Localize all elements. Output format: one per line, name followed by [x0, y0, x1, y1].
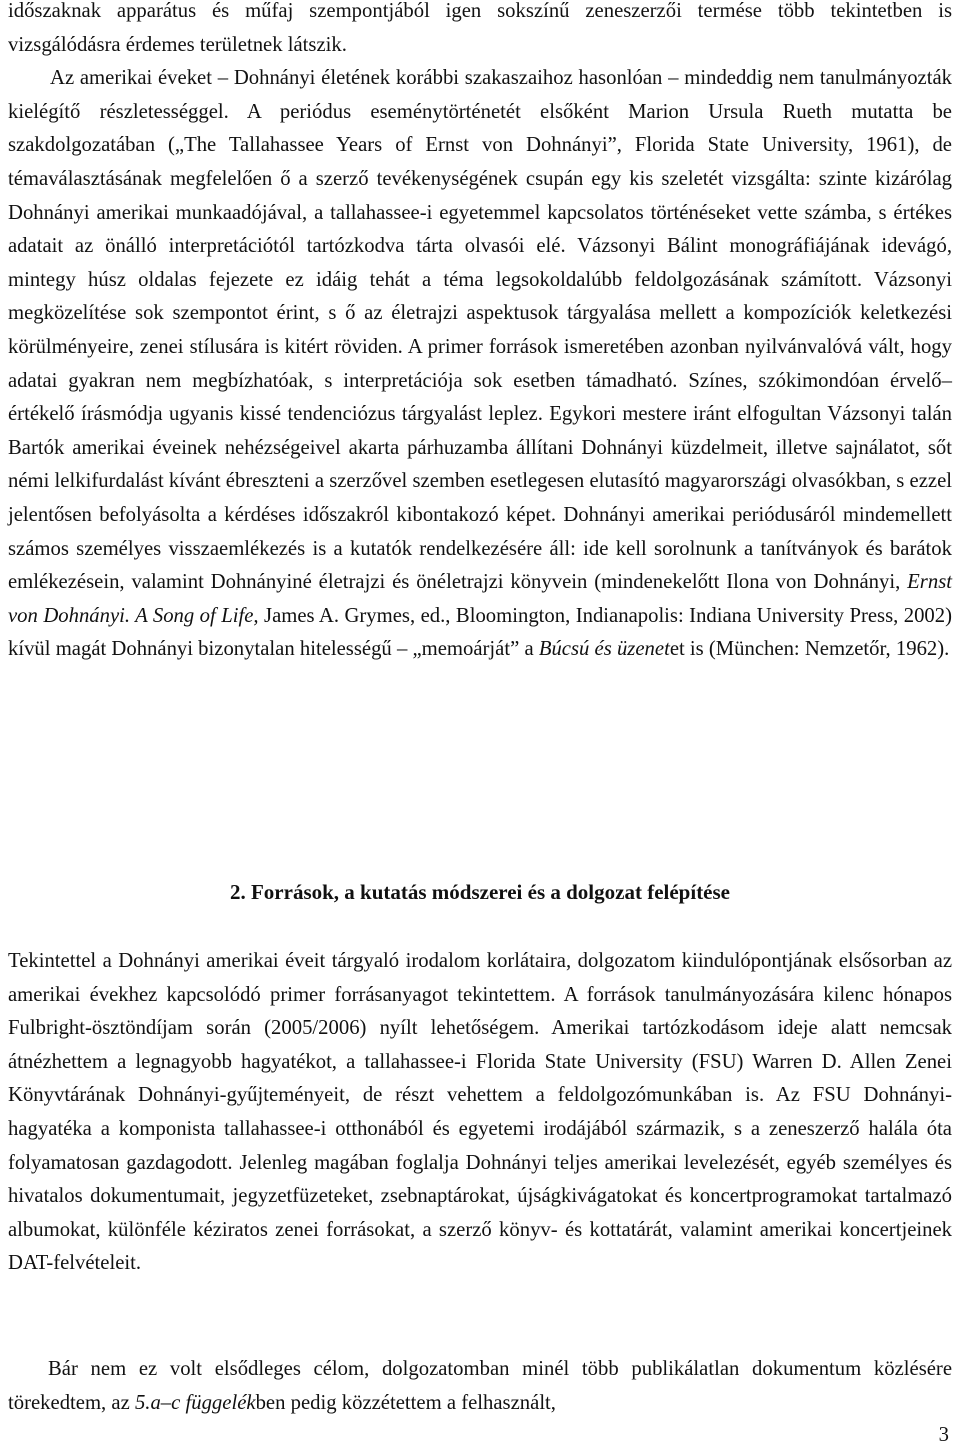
paragraph-text: James A. Grymes, ed., Bloomington, Indianapolis: Indiana University Press, 2002) kívül magát Dohnányi bizonytalan hitelességű – „memoárját” a: [8, 604, 953, 661]
appendix-reference: 5.a–c függelék: [134, 1391, 256, 1414]
paragraph-text: ben pedig közzétettem a felhasznált,: [255, 1391, 556, 1414]
memoir-title: Búcsú és üzenet: [538, 638, 670, 661]
paragraph-amerikai-evek: [8, 0, 952, 667]
paragraph-text: Az amerikai éveket – Dohnányi életének korábbi szakaszaihoz hasonlóan – mindeddig nem tanulmányozták kielégítő részletességgel. A periódus eseménytörténetét elsőként Marion Ursula Rueth mutatta be szakdolgozatában („The Tallahassee Years of Ernst von Dohnányi”, Florida State University, 1961), de témaválasztásának megfelelően ő a szerző tevékenységének csupán egy kis szeletét vizsgálta: szinte kizárólag Dohnányi amerikai munkaadójával, a tallahassee-i egyetemmel kapcsolatos történéseket vette számba, s értékes adatait az önálló interpretációtól tartózkodva tárta olvasói elé. Vázsonyi Bálint monográfiájának idevágó, mintegy húsz oldalas fejezete ez idáig tehát a téma legsokoldalúbb feldolgozásának számított. Vázsonyi megközelítése sok szempontot érint, s ő az életrajzi aspektusok tárgyalása mellett a kompozíciók keletkezési körülményeire, zenei stílusára is kitért röviden. A primer források ismeretében azonban nyilvánvalóvá vált, hogy adatai gyakran nem megbízhatóak, s interpretációja sok esetben támadható. Színes, szókimondóan érvelő–értékelő írásmódja ugyanis kissé tendenciózus tárgyalást leplez. Egykori mestere iránt elfogultan Vázsonyi talán Bartók amerikai éveinek nehézségeivel akarta párhuzamba állítani Dohnányi küzdelmeit, illetve sajnálatot, sőt némi lelkifurdalást kívánt ébreszteni a szerzővel szemben esetlegesen elutasító magyarországi olvasókban, s ezzel jelentősen befolyásolta a kérdéses időszakról kibontakozó képet. Dohnányi amerikai periódusáról mindemellett számos személyes visszaemlékezés is a kutatók rendelkezésére áll: ide kell sorolnunk a tanítványok és barátok emlékezésein, valamint Dohnányiné életrajzi és önéletrajzi könyvein (mindenekelőtt Ilona von Dohnányi,: [8, 67, 952, 594]
paragraph-forrasok: Tekintettel a Dohnányi amerikai éveit tárgyaló irodalom korlátaira, dolgozatom kiindulópontjának elsősorban az amerikai évekhez kapcsolódó primer forrásanyagot tekintettem. A források tanulmányozására kilenc hónapos Fulbright-ösztöndíjam során (2005/2006) nyílt lehetőségem. Amerikai tartózkodásom ideje alatt nemcsak átnézhettem a legnagyobb hagyatékot, a tallahassee-i Florida State University (FSU) Warren D. Allen Zenei Könyvtárának Dohnányi-gyűjteményeit, de részt vehettem a feldolgozómunkában is. Az FSU Dohnányi-hagyatéka a komponista tallahassee-i otthonából és egyetemi irodájából származik, s a zeneszerző halála óta folyamatosan gazdagodott. Jelenleg magában foglalja Dohnányi teljes amerikai levelezését, egyéb személyes és hivatalos dokumentumait, jegyzetfüzeteket, zsebnaptárokat, újságkivágatokat és koncertprogramokat tartalmazó albumokat, különféle kéziratos zenei forrásokat, a szerző könyv- és kottatárát, valamint amerikai koncertjeinek DAT-felvételeit.: [8, 950, 952, 1275]
paragraph-text: et is (München: Nemzetőr, 1962).: [669, 638, 950, 661]
paragraph-publikalatlan: [8, 1353, 952, 1420]
paragraph-text: Bár nem ez volt elsődleges célom, dolgozatomban minél több publikálatlan dokumentum közlésére törekedtem, az: [8, 1358, 952, 1414]
paragraph-text: időszaknak apparátus és műfaj szempontjából igen sokszínű zeneszerzői termése több tekintetben is vizsgálódásra érdemes területnek látszik.: [8, 0, 952, 56]
book-title: Ernst von Dohnányi. A Song of Life,: [8, 571, 952, 627]
page-number: 3: [938, 1424, 949, 1446]
section-heading: 2. Források, a kutatás módszerei és a dolgozat felépítése: [229, 880, 731, 904]
